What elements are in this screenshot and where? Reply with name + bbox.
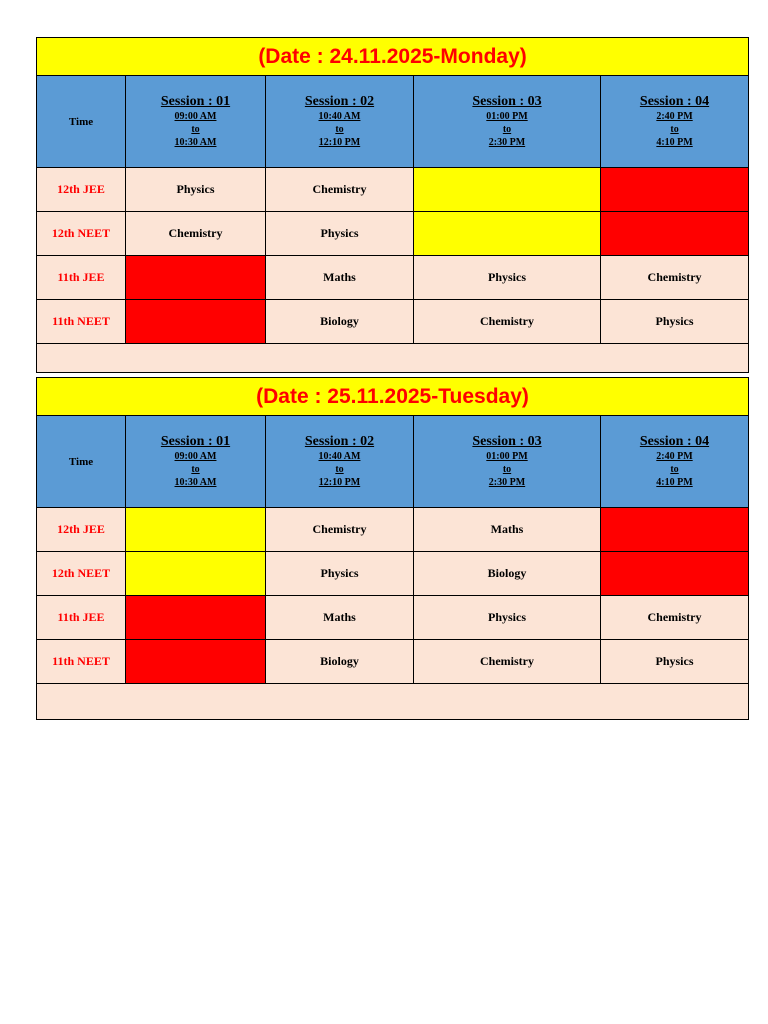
class-label: 11th JEE [37,596,126,640]
subject-cell: Maths [266,256,414,300]
blank-row [37,344,749,373]
subject-cell: Physics [266,212,414,256]
class-label: 12th NEET [37,552,126,596]
subject-cell: Chemistry [414,300,601,344]
subject-cell: Chemistry [601,256,749,300]
class-label: 12th JEE [37,508,126,552]
blocked-cell-red [126,596,266,640]
schedule-table-tuesday [36,377,749,720]
class-label: 11th NEET [37,300,126,344]
session-header-3: Session : 03 01:00 PM to 2:30 PM [414,416,601,508]
subject-cell: Chemistry [126,212,266,256]
subject-cell: Chemistry [601,596,749,640]
table-row [37,552,749,596]
class-label: 12th JEE [37,168,126,212]
table-row [37,256,749,300]
subject-cell: Biology [266,300,414,344]
subject-cell: Biology [414,552,601,596]
subject-cell: Chemistry [266,508,414,552]
schedule-table-monday [36,37,749,373]
session-header-1: Session : 01 09:00 AM to 10:30 AM [126,416,266,508]
blocked-cell-red [126,300,266,344]
session-header-4: Session : 04 2:40 PM to 4:10 PM [601,76,749,168]
blocked-cell-yellow [414,168,601,212]
blocked-cell-red [601,168,749,212]
table-row [37,596,749,640]
date-title: (Date : 25.11.2025-Tuesday) [37,378,749,416]
subject-cell: Chemistry [266,168,414,212]
subject-cell: Maths [266,596,414,640]
table-row [37,168,749,212]
subject-cell: Physics [601,640,749,684]
blank-row [37,684,749,720]
blocked-cell-yellow [126,508,266,552]
blocked-cell-red [126,256,266,300]
class-label: 11th JEE [37,256,126,300]
table-row [37,508,749,552]
time-header: Time [37,76,126,168]
subject-cell: Physics [601,300,749,344]
subject-cell: Physics [266,552,414,596]
blocked-cell-yellow [414,212,601,256]
blocked-cell-red [601,552,749,596]
subject-cell: Maths [414,508,601,552]
class-label: 12th NEET [37,212,126,256]
blocked-cell-yellow [126,552,266,596]
subject-cell: Biology [266,640,414,684]
blocked-cell-red [126,640,266,684]
table-row [37,640,749,684]
session-header-4: Session : 04 2:40 PM to 4:10 PM [601,416,749,508]
subject-cell: Physics [414,256,601,300]
class-label: 11th NEET [37,640,126,684]
session-header-1: Session : 01 09:00 AM to 10:30 AM [126,76,266,168]
subject-cell: Physics [126,168,266,212]
session-header-2: Session : 02 10:40 AM to 12:10 PM [266,416,414,508]
table-row [37,212,749,256]
session-header-2: Session : 02 10:40 AM to 12:10 PM [266,76,414,168]
subject-cell: Chemistry [414,640,601,684]
subject-cell: Physics [414,596,601,640]
time-header: Time [37,416,126,508]
date-title: (Date : 24.11.2025-Monday) [37,38,749,76]
blocked-cell-red [601,212,749,256]
table-row [37,300,749,344]
session-header-3: Session : 03 01:00 PM to 2:30 PM [414,76,601,168]
blocked-cell-red [601,508,749,552]
